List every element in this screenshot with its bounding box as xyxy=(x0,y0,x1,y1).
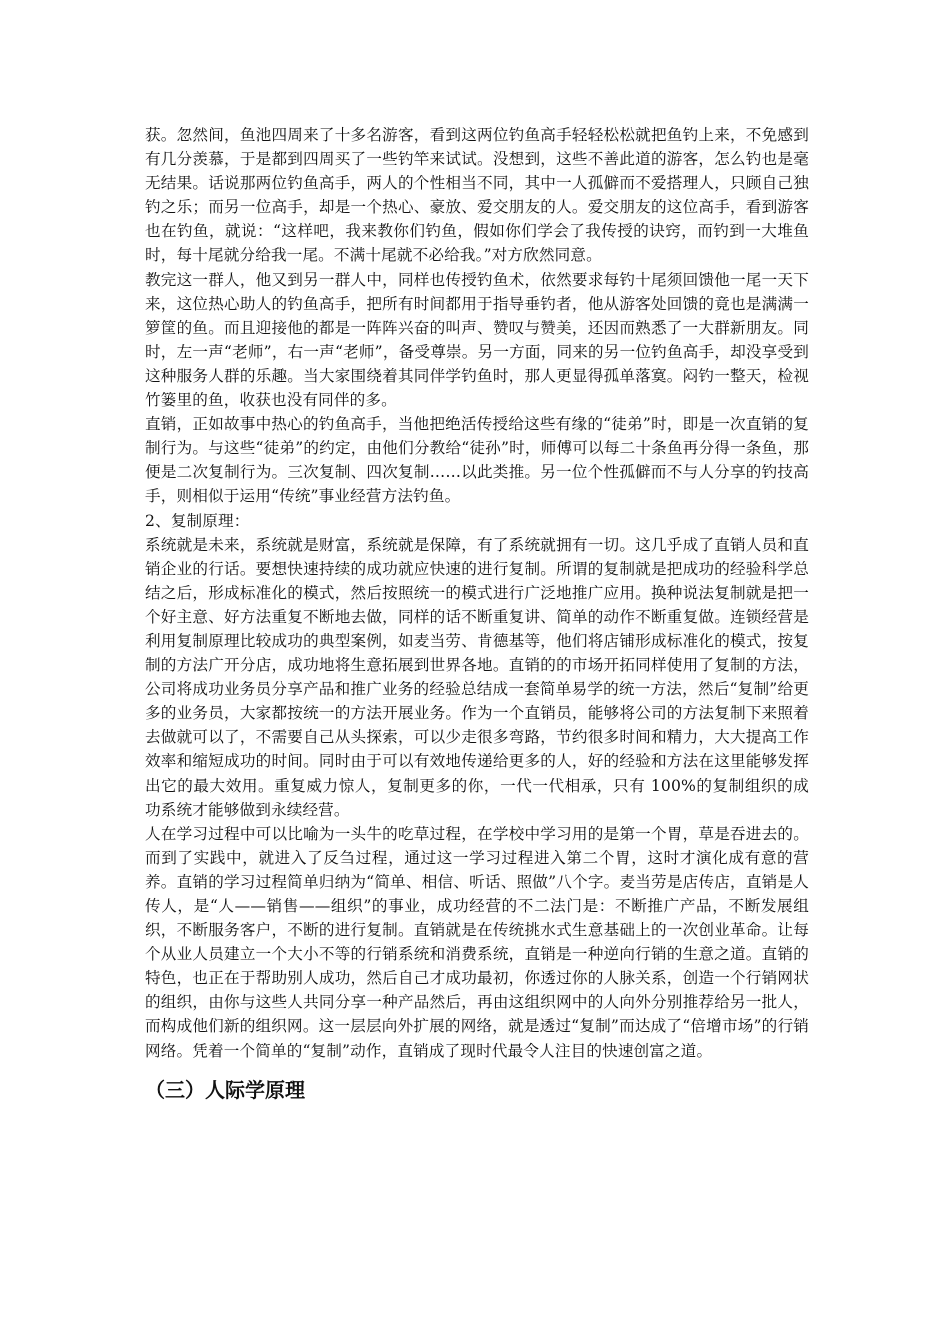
story-summary-paragraph: 直销，正如故事中热心的钓鱼高手，当他把绝活传授给这些有缘的“徒弟”时，即是一次直销的复制行为。与这些“徒弟”的约定，由他们分教给“徒孙”时，师傅可以每二十条鱼再分得一条鱼，那便是二次复制行为。三次复制、四次复制……以此类推。另一位个性孤僻而不与人分享的钓技高手，则相似于运用“传统”事业经营方法钓鱼。 xyxy=(145,415,809,506)
story-paragraph-2: 教完这一群人，他又到另一群人中，同样也传授钓鱼术，依然要求每钓十尾须回馈他一尾一天下来，这位热心助人的钓鱼高手，把所有时间都用于指导垂钓者，他从游客处回馈的竟也是满满一箩筐的鱼。而且迎接他的都是一阵阵兴奋的叫声、赞叹与赞美，还因而熟悉了一大群新朋友。同时，左一声“老师”，右一声“老师”，备受尊崇。另一方面，同来的另一位钓鱼高手，却没享受到这种服务人群的乐趣。当大家围绕着其同伴学钓鱼时，那人更显得孤单落寞。闷钓一整天，检视竹篓里的鱼，收获也没有同伴的多。 xyxy=(145,270,809,410)
story-paragraph-1: 获。忽然间，鱼池四周来了十多名游客，看到这两位钓鱼高手轻轻松松就把鱼钓上来，不免感到有几分羡慕，于是都到四周买了一些钓竿来试试。没想到，这些不善此道的游客，怎么钓也是毫无结果。话说那两位钓鱼高手，两人的个性相当不同，其中一人孤僻而不爱搭理人，只顾自己独钓之乐；而另一位高手，却是一个热心、豪放、爱交朋友的人。爱交朋友的这位高手，看到游客也在钓鱼，就说：“这样吧，我来教你们钓鱼，假如你们学会了我传授的诀窍，而钓到一大堆鱼时，每十尾就分给我一尾。不满十尾就不必给我。”对方欣然同意。 xyxy=(145,126,809,265)
replication-paragraph: 系统就是未来，系统就是财富，系统就是保障，有了系统就拥有一切。这几乎成了直销人员和直销企业的行话。要想快速持续的成功就应快速的进行复制。所谓的复制就是把成功的经验科学总结之后，形成标准化的模式，然后按照统一的模式进行广泛地推广应用。换种说法复制就是把一个好主意、好方法重复不断地去做，同样的话不断重复讲、简单的动作不断重复做。连锁经营是利用复制原理比较成功的典型案例，如麦当劳、肯德基等，他们将店铺形成标准化的模式，按复制的方法广开分店，成功地将生意拓展到世界各地。直销的的市场开拓同样使用了复制的方法，公司将成功业务员分享产品和推广业务的经验总结成一套简单易学的统一方法，然后“复制”给更多的业务员，大家都按统一的方法开展业务。作为一个直销员，能够将公司的方法复制下来照着去做就可以了，不需要自己从头探索，可以少走很多弯路，节约很多时间和精力，大大提高工作效率和缩短成功的时间。同时由于可以有效地传递给更多的人，好的经验和方法在这里能够发挥出它的最大效用。重复威力惊人，复制更多的你，一代一代相承，只有 100%的复制组织的成功系统才能够做到永续经营。 xyxy=(145,535,809,819)
document-page xyxy=(145,123,809,1105)
subsection-title: 2、复制原理： xyxy=(145,511,250,530)
section-heading: （三）人际学原理 xyxy=(145,1077,305,1102)
learning-paragraph: 人在学习过程中可以比喻为一头牛的吃草过程，在学校中学习用的是第一个胃，草是吞进去的。而到了实践中，就进入了反刍过程，通过这一学习过程进入第二个胃，这时才演化成有意的营养。直销的学习过程简单归纳为“简单、相信、听话、照做”八个字。麦当劳是店传店，直销是人传人，是“人——销售——组织”的事业，成功经营的不二法门是：不断推广产品，不断发展组织，不断服务客户，不断的进行复制。直销就是在传统挑水式生意基础上的一次创业革命。让每个从业人员建立一个大小不等的行销系统和消费系统，直销是一种逆向行销的生意之道。直销的特色，也正在于帮助别人成功，然后自己才成功最初，你透过你的人脉关系，创造一个行销网状的组织，由你与这些人共同分享一种产品然后，再由这组织网中的人向外分别推荐给另一批人，而构成他们新的组织网。这一层层向外扩展的网络，就是透过“复制”而达成了“倍增市场”的行销网络。凭着一个简单的“复制”动作，直销成了现时代最令人注目的快速创富之道。 xyxy=(145,824,809,1060)
